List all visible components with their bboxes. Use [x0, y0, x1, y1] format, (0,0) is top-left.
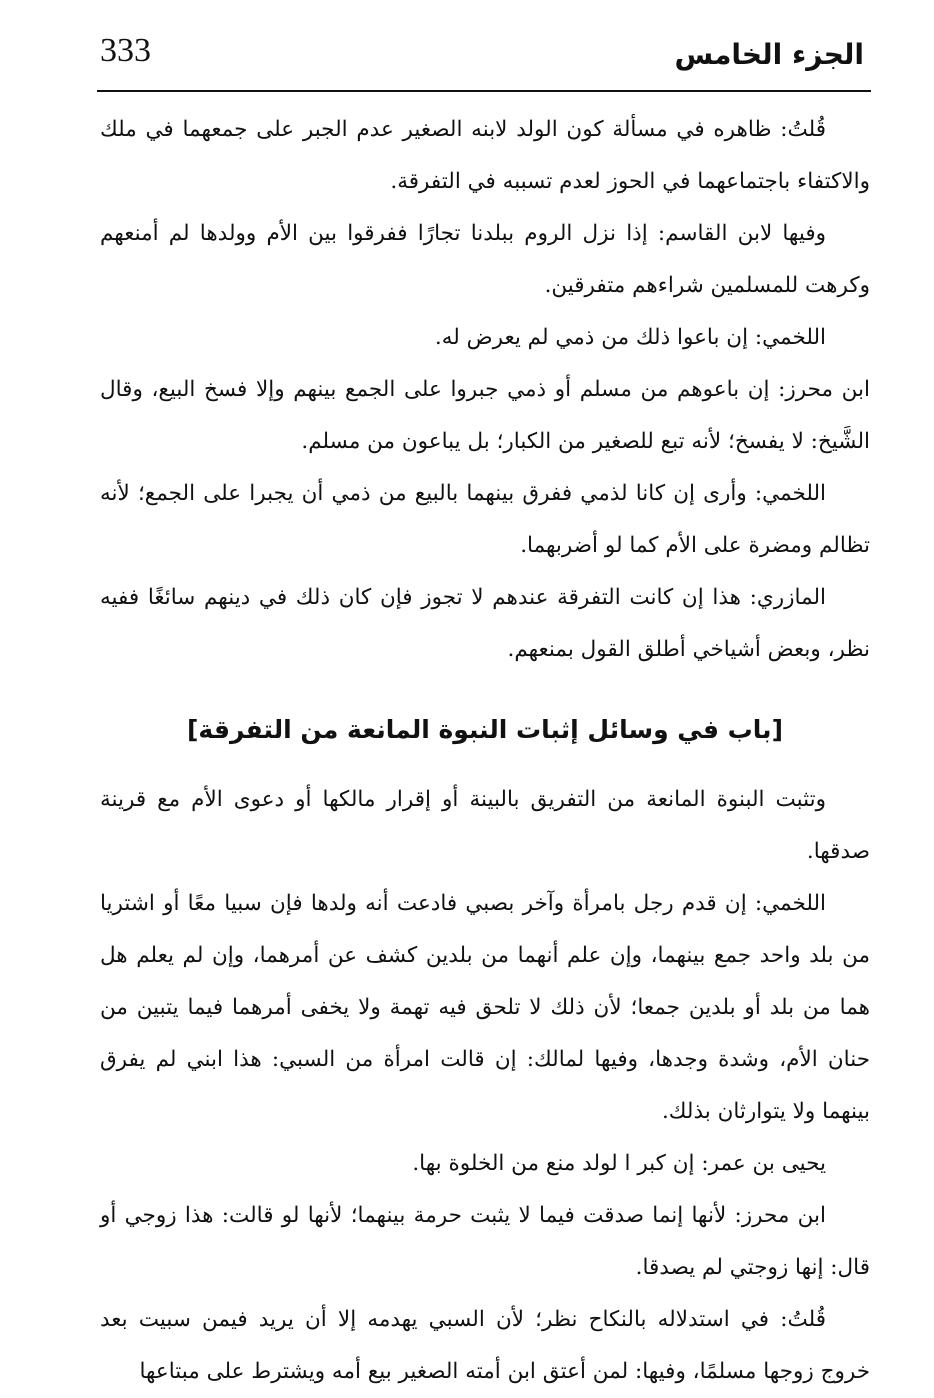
paragraph: اللخمي: وأرى إن كانا لذمي ففرق بينهما بالبيع من ذمي أن يجبرا على الجمع؛ لأنه تظالم ومضرة على الأم كما لو أضربهما.	[100, 481, 870, 558]
paragraph: قُلتُ: ظاهره في مسألة كون الولد لابنه الصغير عدم الجبر على جمعهما في ملك والاكتفاء باجتماعهما في الحوز لعدم تسببه في التفرقة.	[100, 117, 870, 194]
page-body	[100, 104, 870, 1398]
header-divider	[97, 90, 871, 92]
paragraph: يحيى بن عمر: إن كبر ا لولد منع من الخلوة بها.	[412, 1151, 826, 1176]
section-heading: [باب في وسائل إثبات النبوة المانعة من التفرقة]	[187, 715, 783, 744]
paragraph: اللخمي: إن قدم رجل بامرأة وآخر بصبي فادعت أنه ولدها فإن سبيا معًا أو اشتريا من بلد واحد جمع بينهما، وإن علم أنهما من بلدين كشف عن أمرهما، وإن لم يعلم هل هما من بلد أو بلدين جمعا؛ لأن ذلك لا تلحق فيه تهمة ولا يخفى أمرهما فيما يتبين من حنان الأم، وشدة وجدها، وفيها لمالك: إن قالت امرأة من السبي: هذا ابني لم يفرق بينهما ولا يتوارثان بذلك.	[100, 891, 870, 1124]
paragraph: ابن محرز: إن باعوهم من مسلم أو ذمي جبروا على الجمع بينهم وإلا فسخ البيع، وقال الشَّيخ: لا يفسخ؛ لأنه تبع للصغير من الكبار؛ بل يباعون من مسلم.	[100, 377, 870, 454]
paragraph: وتثبت البنوة المانعة من التفريق بالبينة أو إقرار مالكها أو دعوى الأم مع قرينة صدقها.	[100, 787, 870, 864]
paragraph: اللخمي: إن باعوا ذلك من ذمي لم يعرض له.	[434, 325, 826, 350]
paragraph: وفيها لابن القاسم: إذا نزل الروم ببلدنا تجارًا ففرقوا بين الأم وولدها لم أمنعهم وكرهت للمسلمين شراءهم متفرقين.	[100, 221, 870, 298]
running-title: الجزء الخامس	[674, 38, 864, 71]
paragraph: ابن محرز: لأنها إنما صدقت فيما لا يثبت حرمة بينهما؛ لأنها لو قالت: هذا زوجي أو قال: إنها زوجتي لم يصدقا.	[100, 1203, 870, 1280]
paragraph: المازري: هذا إن كانت التفرقة عندهم لا تجوز فإن كان ذلك في دينهم سائغًا ففيه نظر، وبعض أشياخي أطلق القول بمنعهم.	[100, 585, 870, 662]
paragraph: قُلتُ: في استدلاله بالنكاح نظر؛ لأن السبي يهدمه إلا أن يريد فيمن سبيت بعد خروج زوجها مسلمًا، وفيها: لمن أعتق ابن أمته الصغير بيع أمه ويشترط على مبتاعها	[100, 1307, 870, 1384]
page-number: 333	[100, 32, 151, 69]
